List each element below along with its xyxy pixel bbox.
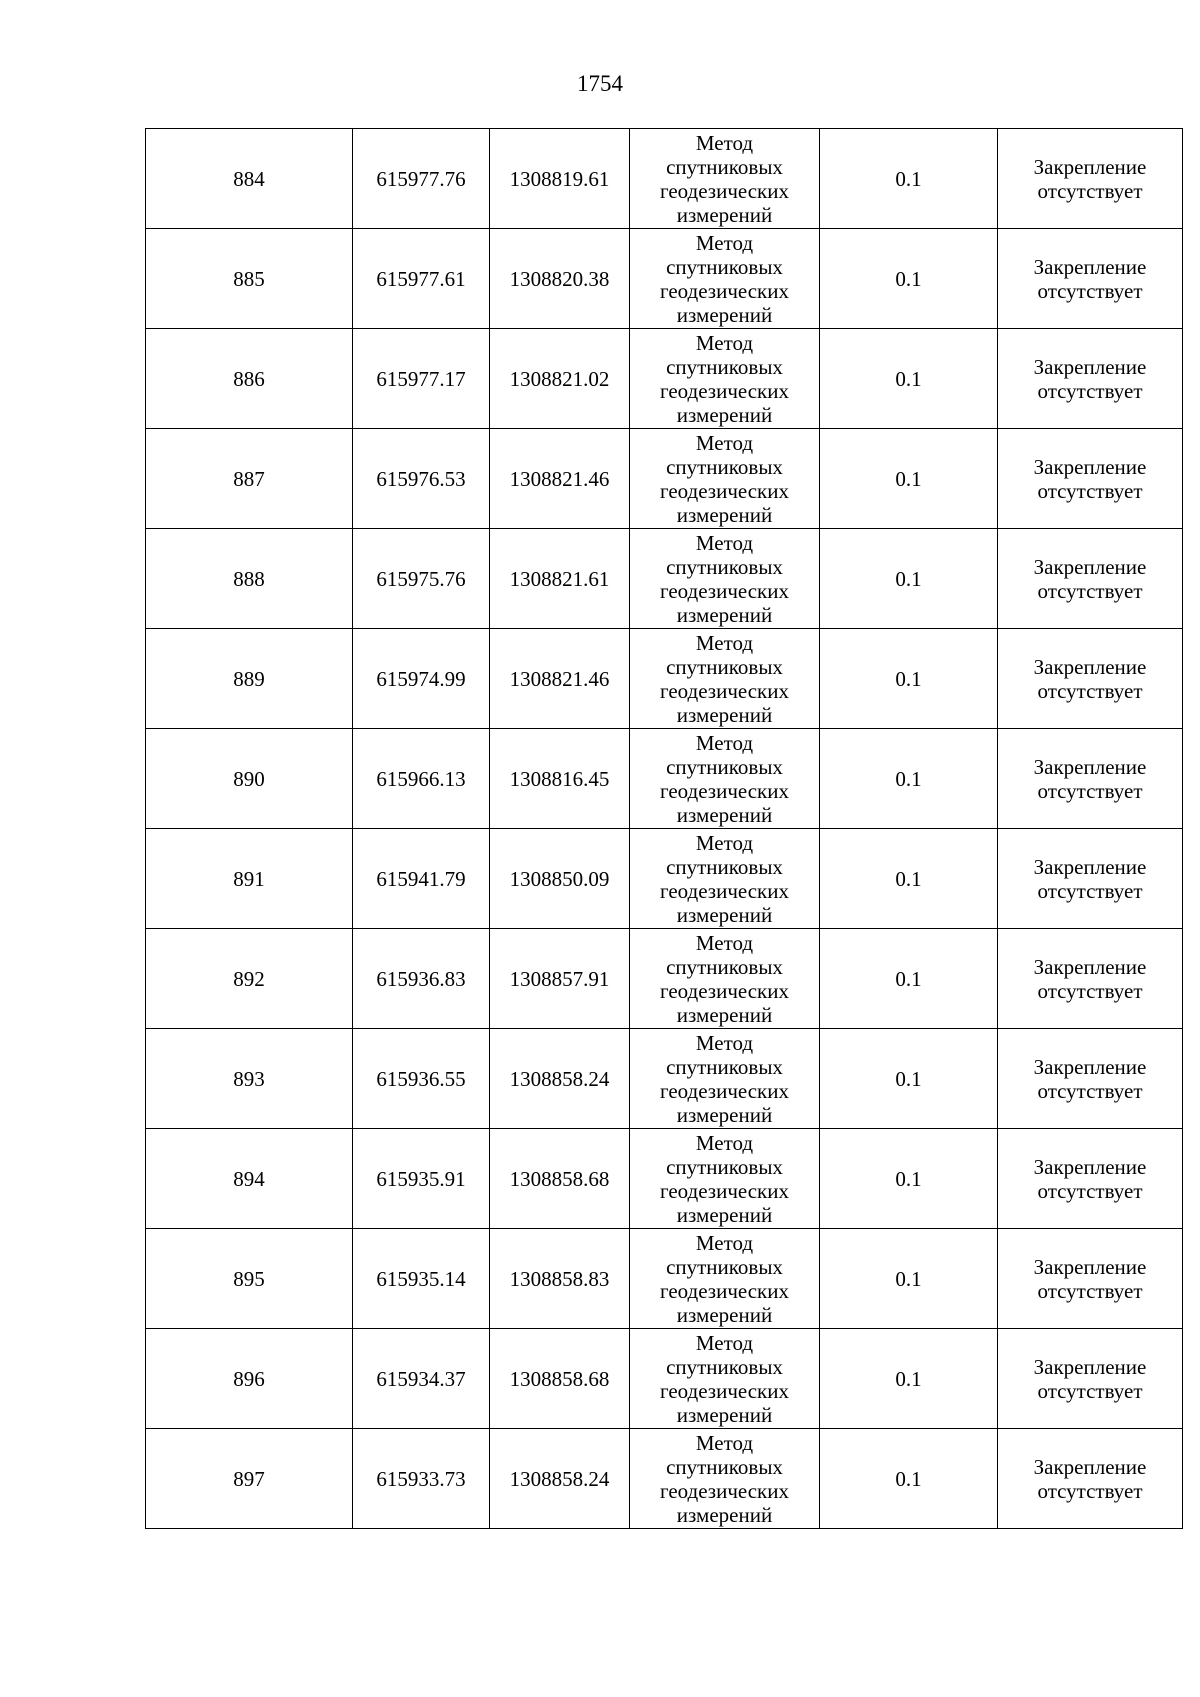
- method-cell: [630, 1229, 820, 1329]
- method-line: измерений: [676, 1502, 773, 1527]
- x-coordinate-cell: 615935.14: [353, 1229, 490, 1329]
- fixing-line: Закрепление: [1033, 1254, 1147, 1279]
- fixing-cell: [998, 229, 1183, 329]
- fixing-line: Закрепление: [1033, 254, 1147, 279]
- fixing-cell: [998, 529, 1183, 629]
- fixing-line: отсутствует: [1037, 678, 1143, 703]
- x-coordinate-cell: 615966.13: [353, 729, 490, 829]
- fixing-cell: [998, 329, 1183, 429]
- table-row: [146, 629, 1183, 729]
- y-coordinate-cell: 1308858.68: [490, 1329, 630, 1429]
- table-row: [146, 329, 1183, 429]
- y-coordinate-cell: 1308821.61: [490, 529, 630, 629]
- fixing-cell: [998, 729, 1183, 829]
- fixing-line: Закрепление: [1033, 354, 1147, 379]
- method-line: геодезических: [659, 1378, 789, 1403]
- accuracy-cell: 0.1: [820, 1429, 998, 1529]
- method-line: Метод: [695, 430, 754, 455]
- table-row: [146, 129, 1183, 229]
- fixing-line: отсутствует: [1037, 1278, 1143, 1303]
- x-coordinate-cell: 615976.53: [353, 429, 490, 529]
- fixing-cell: [998, 929, 1183, 1029]
- point-number-cell: 884: [146, 129, 353, 229]
- method-line: измерений: [676, 902, 773, 927]
- method-line: спутниковых: [666, 954, 783, 979]
- method-line: измерений: [676, 1102, 773, 1127]
- method-line: геодезических: [659, 1478, 789, 1503]
- method-line: геодезических: [659, 778, 789, 803]
- accuracy-cell: 0.1: [820, 429, 998, 529]
- method-cell: [630, 1329, 820, 1429]
- y-coordinate-cell: 1308819.61: [490, 129, 630, 229]
- point-number-cell: 889: [146, 629, 353, 729]
- method-cell: [630, 129, 820, 229]
- method-line: геодезических: [659, 1078, 789, 1103]
- fixing-cell: [998, 129, 1183, 229]
- page-number: 1754: [577, 71, 623, 96]
- point-number-cell: 888: [146, 529, 353, 629]
- fixing-line: отсутствует: [1037, 1378, 1143, 1403]
- method-line: Метод: [695, 130, 754, 155]
- table-row: [146, 1229, 1183, 1329]
- fixing-line: Закрепление: [1033, 454, 1147, 479]
- table-row: [146, 929, 1183, 1029]
- fixing-line: отсутствует: [1037, 1178, 1143, 1203]
- method-line: Метод: [695, 730, 754, 755]
- method-cell: [630, 1029, 820, 1129]
- y-coordinate-cell: 1308816.45: [490, 729, 630, 829]
- fixing-line: отсутствует: [1037, 978, 1143, 1003]
- method-cell: [630, 329, 820, 429]
- method-line: измерений: [676, 802, 773, 827]
- fixing-line: отсутствует: [1037, 1478, 1143, 1503]
- y-coordinate-cell: 1308857.91: [490, 929, 630, 1029]
- method-line: спутниковых: [666, 1054, 783, 1079]
- method-line: спутниковых: [666, 1254, 783, 1279]
- x-coordinate-cell: 615977.17: [353, 329, 490, 429]
- method-line: Метод: [695, 530, 754, 555]
- method-line: измерений: [676, 1002, 773, 1027]
- method-line: спутниковых: [666, 1354, 783, 1379]
- accuracy-cell: 0.1: [820, 1329, 998, 1429]
- accuracy-cell: 0.1: [820, 529, 998, 629]
- fixing-line: Закрепление: [1033, 1154, 1147, 1179]
- method-cell: [630, 929, 820, 1029]
- accuracy-cell: 0.1: [820, 929, 998, 1029]
- x-coordinate-cell: 615936.83: [353, 929, 490, 1029]
- method-line: спутниковых: [666, 854, 783, 879]
- method-line: геодезических: [659, 478, 789, 503]
- fixing-line: отсутствует: [1037, 878, 1143, 903]
- x-coordinate-cell: 615933.73: [353, 1429, 490, 1529]
- boundary-points-table: [145, 128, 1183, 1529]
- point-number-cell: 892: [146, 929, 353, 1029]
- method-line: геодезических: [659, 978, 789, 1003]
- x-coordinate-cell: 615941.79: [353, 829, 490, 929]
- y-coordinate-cell: 1308858.24: [490, 1029, 630, 1129]
- method-line: Метод: [695, 1330, 754, 1355]
- method-cell: [630, 1429, 820, 1529]
- method-line: измерений: [676, 202, 773, 227]
- fixing-line: отсутствует: [1037, 578, 1143, 603]
- table-row: [146, 1129, 1183, 1229]
- accuracy-cell: 0.1: [820, 629, 998, 729]
- y-coordinate-cell: 1308858.24: [490, 1429, 630, 1529]
- fixing-cell: [998, 1029, 1183, 1129]
- point-number-cell: 890: [146, 729, 353, 829]
- point-number-cell: 896: [146, 1329, 353, 1429]
- table-body: [146, 129, 1183, 1529]
- fixing-line: Закрепление: [1033, 754, 1147, 779]
- fixing-line: Закрепление: [1033, 654, 1147, 679]
- table-row: [146, 1029, 1183, 1129]
- method-line: геодезических: [659, 678, 789, 703]
- method-line: Метод: [695, 1030, 754, 1055]
- method-line: Метод: [695, 830, 754, 855]
- method-line: Метод: [695, 330, 754, 355]
- point-number-cell: 885: [146, 229, 353, 329]
- method-cell: [630, 529, 820, 629]
- fixing-line: Закрепление: [1033, 554, 1147, 579]
- fixing-line: отсутствует: [1037, 778, 1143, 803]
- table-row: [146, 529, 1183, 629]
- fixing-line: отсутствует: [1037, 178, 1143, 203]
- accuracy-cell: 0.1: [820, 229, 998, 329]
- method-line: Метод: [695, 1130, 754, 1155]
- method-line: геодезических: [659, 178, 789, 203]
- fixing-cell: [998, 1229, 1183, 1329]
- method-line: спутниковых: [666, 754, 783, 779]
- fixing-line: Закрепление: [1033, 854, 1147, 879]
- method-line: Метод: [695, 230, 754, 255]
- table-row: [146, 1429, 1183, 1529]
- table-row: [146, 1329, 1183, 1429]
- fixing-cell: [998, 629, 1183, 729]
- method-line: спутниковых: [666, 354, 783, 379]
- method-cell: [630, 629, 820, 729]
- table-row: [146, 729, 1183, 829]
- accuracy-cell: 0.1: [820, 729, 998, 829]
- fixing-cell: [998, 1129, 1183, 1229]
- y-coordinate-cell: 1308821.46: [490, 629, 630, 729]
- table-row: [146, 229, 1183, 329]
- table-row: [146, 429, 1183, 529]
- fixing-line: Закрепление: [1033, 154, 1147, 179]
- x-coordinate-cell: 615977.61: [353, 229, 490, 329]
- method-line: измерений: [676, 702, 773, 727]
- accuracy-cell: 0.1: [820, 1129, 998, 1229]
- y-coordinate-cell: 1308820.38: [490, 229, 630, 329]
- accuracy-cell: 0.1: [820, 129, 998, 229]
- point-number-cell: 894: [146, 1129, 353, 1229]
- point-number-cell: 897: [146, 1429, 353, 1529]
- y-coordinate-cell: 1308858.83: [490, 1229, 630, 1329]
- accuracy-cell: 0.1: [820, 829, 998, 929]
- method-line: Метод: [695, 930, 754, 955]
- method-line: Метод: [695, 1430, 754, 1455]
- fixing-cell: [998, 829, 1183, 929]
- accuracy-cell: 0.1: [820, 1029, 998, 1129]
- fixing-line: Закрепление: [1033, 1454, 1147, 1479]
- y-coordinate-cell: 1308821.02: [490, 329, 630, 429]
- method-line: измерений: [676, 1202, 773, 1227]
- method-cell: [630, 729, 820, 829]
- method-line: измерений: [676, 402, 773, 427]
- accuracy-cell: 0.1: [820, 329, 998, 429]
- method-line: измерений: [676, 1402, 773, 1427]
- fixing-line: Закрепление: [1033, 954, 1147, 979]
- y-coordinate-cell: 1308858.68: [490, 1129, 630, 1229]
- method-line: спутниковых: [666, 1454, 783, 1479]
- method-line: геодезических: [659, 378, 789, 403]
- x-coordinate-cell: 615936.55: [353, 1029, 490, 1129]
- fixing-line: Закрепление: [1033, 1054, 1147, 1079]
- method-line: Метод: [695, 630, 754, 655]
- method-line: геодезических: [659, 1278, 789, 1303]
- method-cell: [630, 429, 820, 529]
- method-line: спутниковых: [666, 654, 783, 679]
- method-line: спутниковых: [666, 1154, 783, 1179]
- point-number-cell: 886: [146, 329, 353, 429]
- method-line: геодезических: [659, 578, 789, 603]
- table-row: [146, 829, 1183, 929]
- method-line: геодезических: [659, 1178, 789, 1203]
- fixing-cell: [998, 1429, 1183, 1529]
- x-coordinate-cell: 615935.91: [353, 1129, 490, 1229]
- method-line: Метод: [695, 1230, 754, 1255]
- method-cell: [630, 229, 820, 329]
- method-line: спутниковых: [666, 454, 783, 479]
- method-line: геодезических: [659, 878, 789, 903]
- method-cell: [630, 829, 820, 929]
- method-line: геодезических: [659, 278, 789, 303]
- point-number-cell: 893: [146, 1029, 353, 1129]
- method-line: измерений: [676, 302, 773, 327]
- x-coordinate-cell: 615975.76: [353, 529, 490, 629]
- method-line: измерений: [676, 602, 773, 627]
- method-line: спутниковых: [666, 154, 783, 179]
- fixing-line: отсутствует: [1037, 378, 1143, 403]
- method-cell: [630, 1129, 820, 1229]
- y-coordinate-cell: 1308850.09: [490, 829, 630, 929]
- point-number-cell: 887: [146, 429, 353, 529]
- x-coordinate-cell: 615974.99: [353, 629, 490, 729]
- accuracy-cell: 0.1: [820, 1229, 998, 1329]
- fixing-line: отсутствует: [1037, 1078, 1143, 1103]
- method-line: спутниковых: [666, 254, 783, 279]
- y-coordinate-cell: 1308821.46: [490, 429, 630, 529]
- fixing-cell: [998, 1329, 1183, 1429]
- method-line: измерений: [676, 502, 773, 527]
- fixing-line: Закрепление: [1033, 1354, 1147, 1379]
- fixing-cell: [998, 429, 1183, 529]
- method-line: измерений: [676, 1302, 773, 1327]
- point-number-cell: 895: [146, 1229, 353, 1329]
- x-coordinate-cell: 615934.37: [353, 1329, 490, 1429]
- point-number-cell: 891: [146, 829, 353, 929]
- fixing-line: отсутствует: [1037, 478, 1143, 503]
- method-line: спутниковых: [666, 554, 783, 579]
- x-coordinate-cell: 615977.76: [353, 129, 490, 229]
- fixing-line: отсутствует: [1037, 278, 1143, 303]
